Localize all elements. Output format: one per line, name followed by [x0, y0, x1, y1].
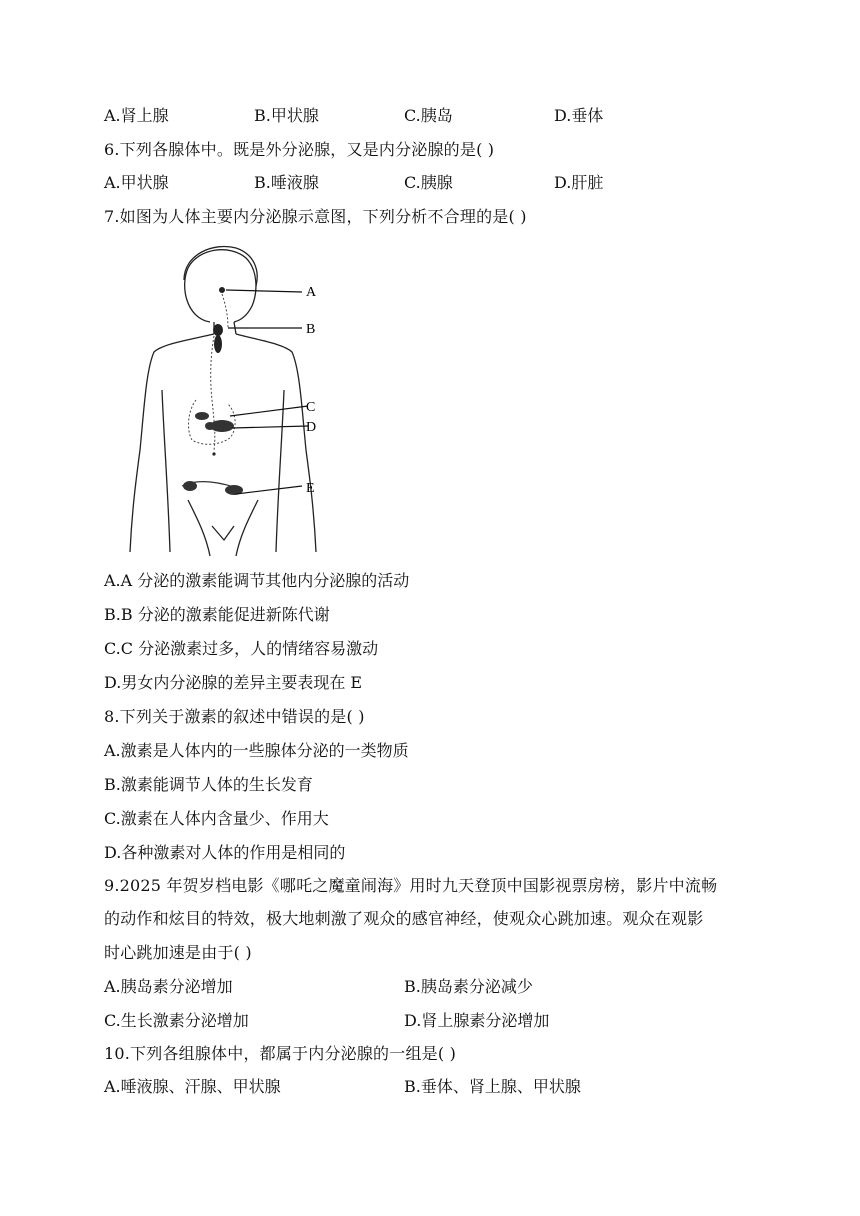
endocrine-glands-diagram	[118, 240, 328, 558]
head-outline	[185, 250, 256, 322]
q6-option-d: D.肝脏	[554, 173, 604, 192]
q5-option-b: B.甲状腺	[254, 106, 319, 125]
q7-stem: 7.如图为人体主要内分泌腺示意图，下列分析不合理的是( )	[104, 207, 527, 226]
q6-stem: 6.下列各腺体中。既是外分泌腺，又是内分泌腺的是( )	[104, 140, 495, 159]
q9-stem-line-3: 时心跳加速是由于( )	[104, 943, 252, 962]
q6-option-a: A.甲状腺	[104, 173, 169, 192]
q9-stem-line-1: 9.2025 年贺岁档电影《哪吒之魔童闹海》用时九天登顶中国影视票房榜，影片中流畅	[104, 876, 718, 895]
q6-option-b: B.唾液腺	[254, 173, 319, 192]
q5-option-d: D.垂体	[554, 106, 604, 125]
q9-option-c: C.生长激素分泌增加	[104, 1011, 249, 1030]
q10-option-a: A.唾液腺、汗腺、甲状腺	[104, 1077, 281, 1096]
q9-option-b: B.胰岛素分泌减少	[404, 977, 533, 996]
gland-thyroid	[213, 324, 223, 353]
q7-option-c: C.C 分泌激素过多，人的情绪容易激动	[104, 639, 379, 658]
q7-option-d: D.男女内分泌腺的差异主要表现在 E	[104, 673, 363, 692]
q10-option-b: B.垂体、肾上腺、甲状腺	[404, 1077, 581, 1096]
gland-pancreas-adrenal	[195, 412, 234, 432]
q8-option-b: B.激素能调节人体的生长发育	[104, 775, 313, 794]
q5-option-a: A.肾上腺	[104, 106, 169, 125]
q7-option-b: B.B 分泌的激素能促进新陈代谢	[104, 605, 330, 624]
q8-option-c: C.激素在人体内含量少、作用大	[104, 809, 329, 828]
q6-option-c: C.胰腺	[404, 173, 453, 192]
gland-pituitary	[219, 287, 225, 293]
q8-option-a: A.激素是人体内的一些腺体分泌的一类物质	[104, 741, 409, 760]
q8-option-d: D.各种激素对人体的作用是相同的	[104, 843, 346, 862]
figure-label-c: C	[306, 400, 316, 415]
q10-stem: 10.下列各组腺体中，都属于内分泌腺的一组是( )	[104, 1044, 457, 1063]
q9-option-a: A.胰岛素分泌增加	[104, 977, 233, 996]
figure-label-e: E	[306, 481, 315, 496]
figure-label-b: B	[306, 322, 316, 337]
hair-outline	[184, 246, 257, 286]
q9-option-d: D.肾上腺素分泌增加	[404, 1011, 550, 1030]
q5-option-c: C.胰岛	[404, 106, 453, 125]
figure-label-d: D	[306, 420, 317, 435]
figure-label-a: A	[306, 285, 317, 300]
q7-option-a: A.A 分泌的激素能调节其他内分泌腺的活动	[104, 571, 410, 590]
body-left-outline	[130, 334, 214, 552]
q9-stem-line-2: 的动作和炫目的特效，极大地刺激了观众的感官神经，使观众心跳加速。观众在观影	[104, 909, 704, 928]
q8-stem: 8.下列关于激素的叙述中错误的是( )	[104, 707, 365, 726]
